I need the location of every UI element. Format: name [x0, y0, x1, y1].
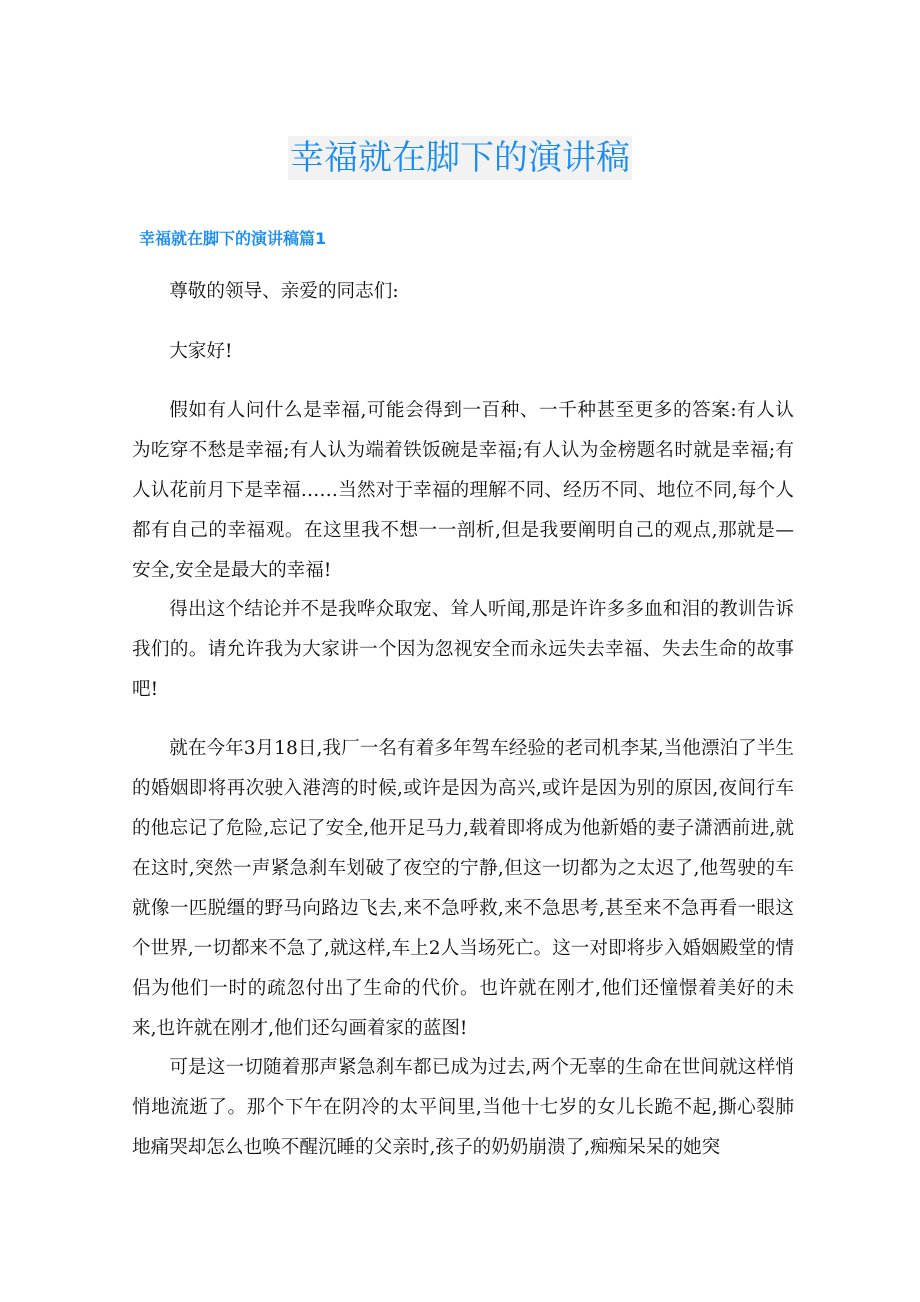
section-heading: 幸福就在脚下的演讲稿篇1	[139, 229, 327, 248]
paragraph-salutation: 尊敬的领导、亲爱的同志们:	[169, 281, 399, 302]
paragraph-happiness-definition: 假如有人问什么是幸福,可能会得到一百种、一千种甚至更多的答案:有人认为吃穿不愁是幸福;有人认为端着铁饭碗是幸福;有人认为金榜题名时就是幸福;有人认花前月下是幸福……当然对于幸福的理解不同、经历不同、地位不同,每个人都有自己的幸福观。在这里我不想一一剖析,但是我要阐明自己的观点,那就是—安全,安全是最大的幸福!	[132, 400, 794, 581]
document-title: 幸福就在脚下的演讲稿	[290, 138, 630, 178]
paragraph-greeting: 大家好!	[169, 341, 233, 362]
title-container	[0, 136, 920, 180]
paragraph-story: 就在今年3月18日,我厂一名有着多年驾车经验的老司机李某,当他漂泊了半生的婚姻即将再次驶入港湾的时候,或许是因为高兴,或许是因为别的原因,夜间行车的他忘记了危险,忘记了安全,他开足马力,载着即将成为他新婚的妻子潇洒前进,就在这时,突然一声紧急刹车划破了夜空的宁静,但这一切都为之太迟了,他驾驶的车就像一匹脱缰的野马向路边飞去,来不急呼救,来不急思考,甚至来不急再看一眼这个世界,一切都来不急了,就这样,车上2人当场死亡。这一对即将步入婚姻殿堂的情侣为他们一时的疏忽付出了生命的代价。也许就在刚才,他们还憧憬着美好的未来,也许就在刚才,他们还勾画着家的蓝图!	[132, 738, 794, 1039]
paragraph-conclusion: 得出这个结论并不是我哗众取宠、耸人听闻,那是许许多多血和泪的教训告诉我们的。请允许我为大家讲一个因为忽视安全而永远失去幸福、失去生命的故事吧!	[132, 599, 794, 700]
paragraph-aftermath: 可是这一切随着那声紧急刹车都已成为过去,两个无辜的生命在世间就这样悄悄地流逝了。那个下午在阴冷的太平间里,当他十七岁的女儿长跪不起,撕心裂肺地痛哭却怎么也唤不醒沉睡的父亲时,孩子的奶奶崩溃了,痴痴呆呆的她突	[132, 1057, 794, 1158]
